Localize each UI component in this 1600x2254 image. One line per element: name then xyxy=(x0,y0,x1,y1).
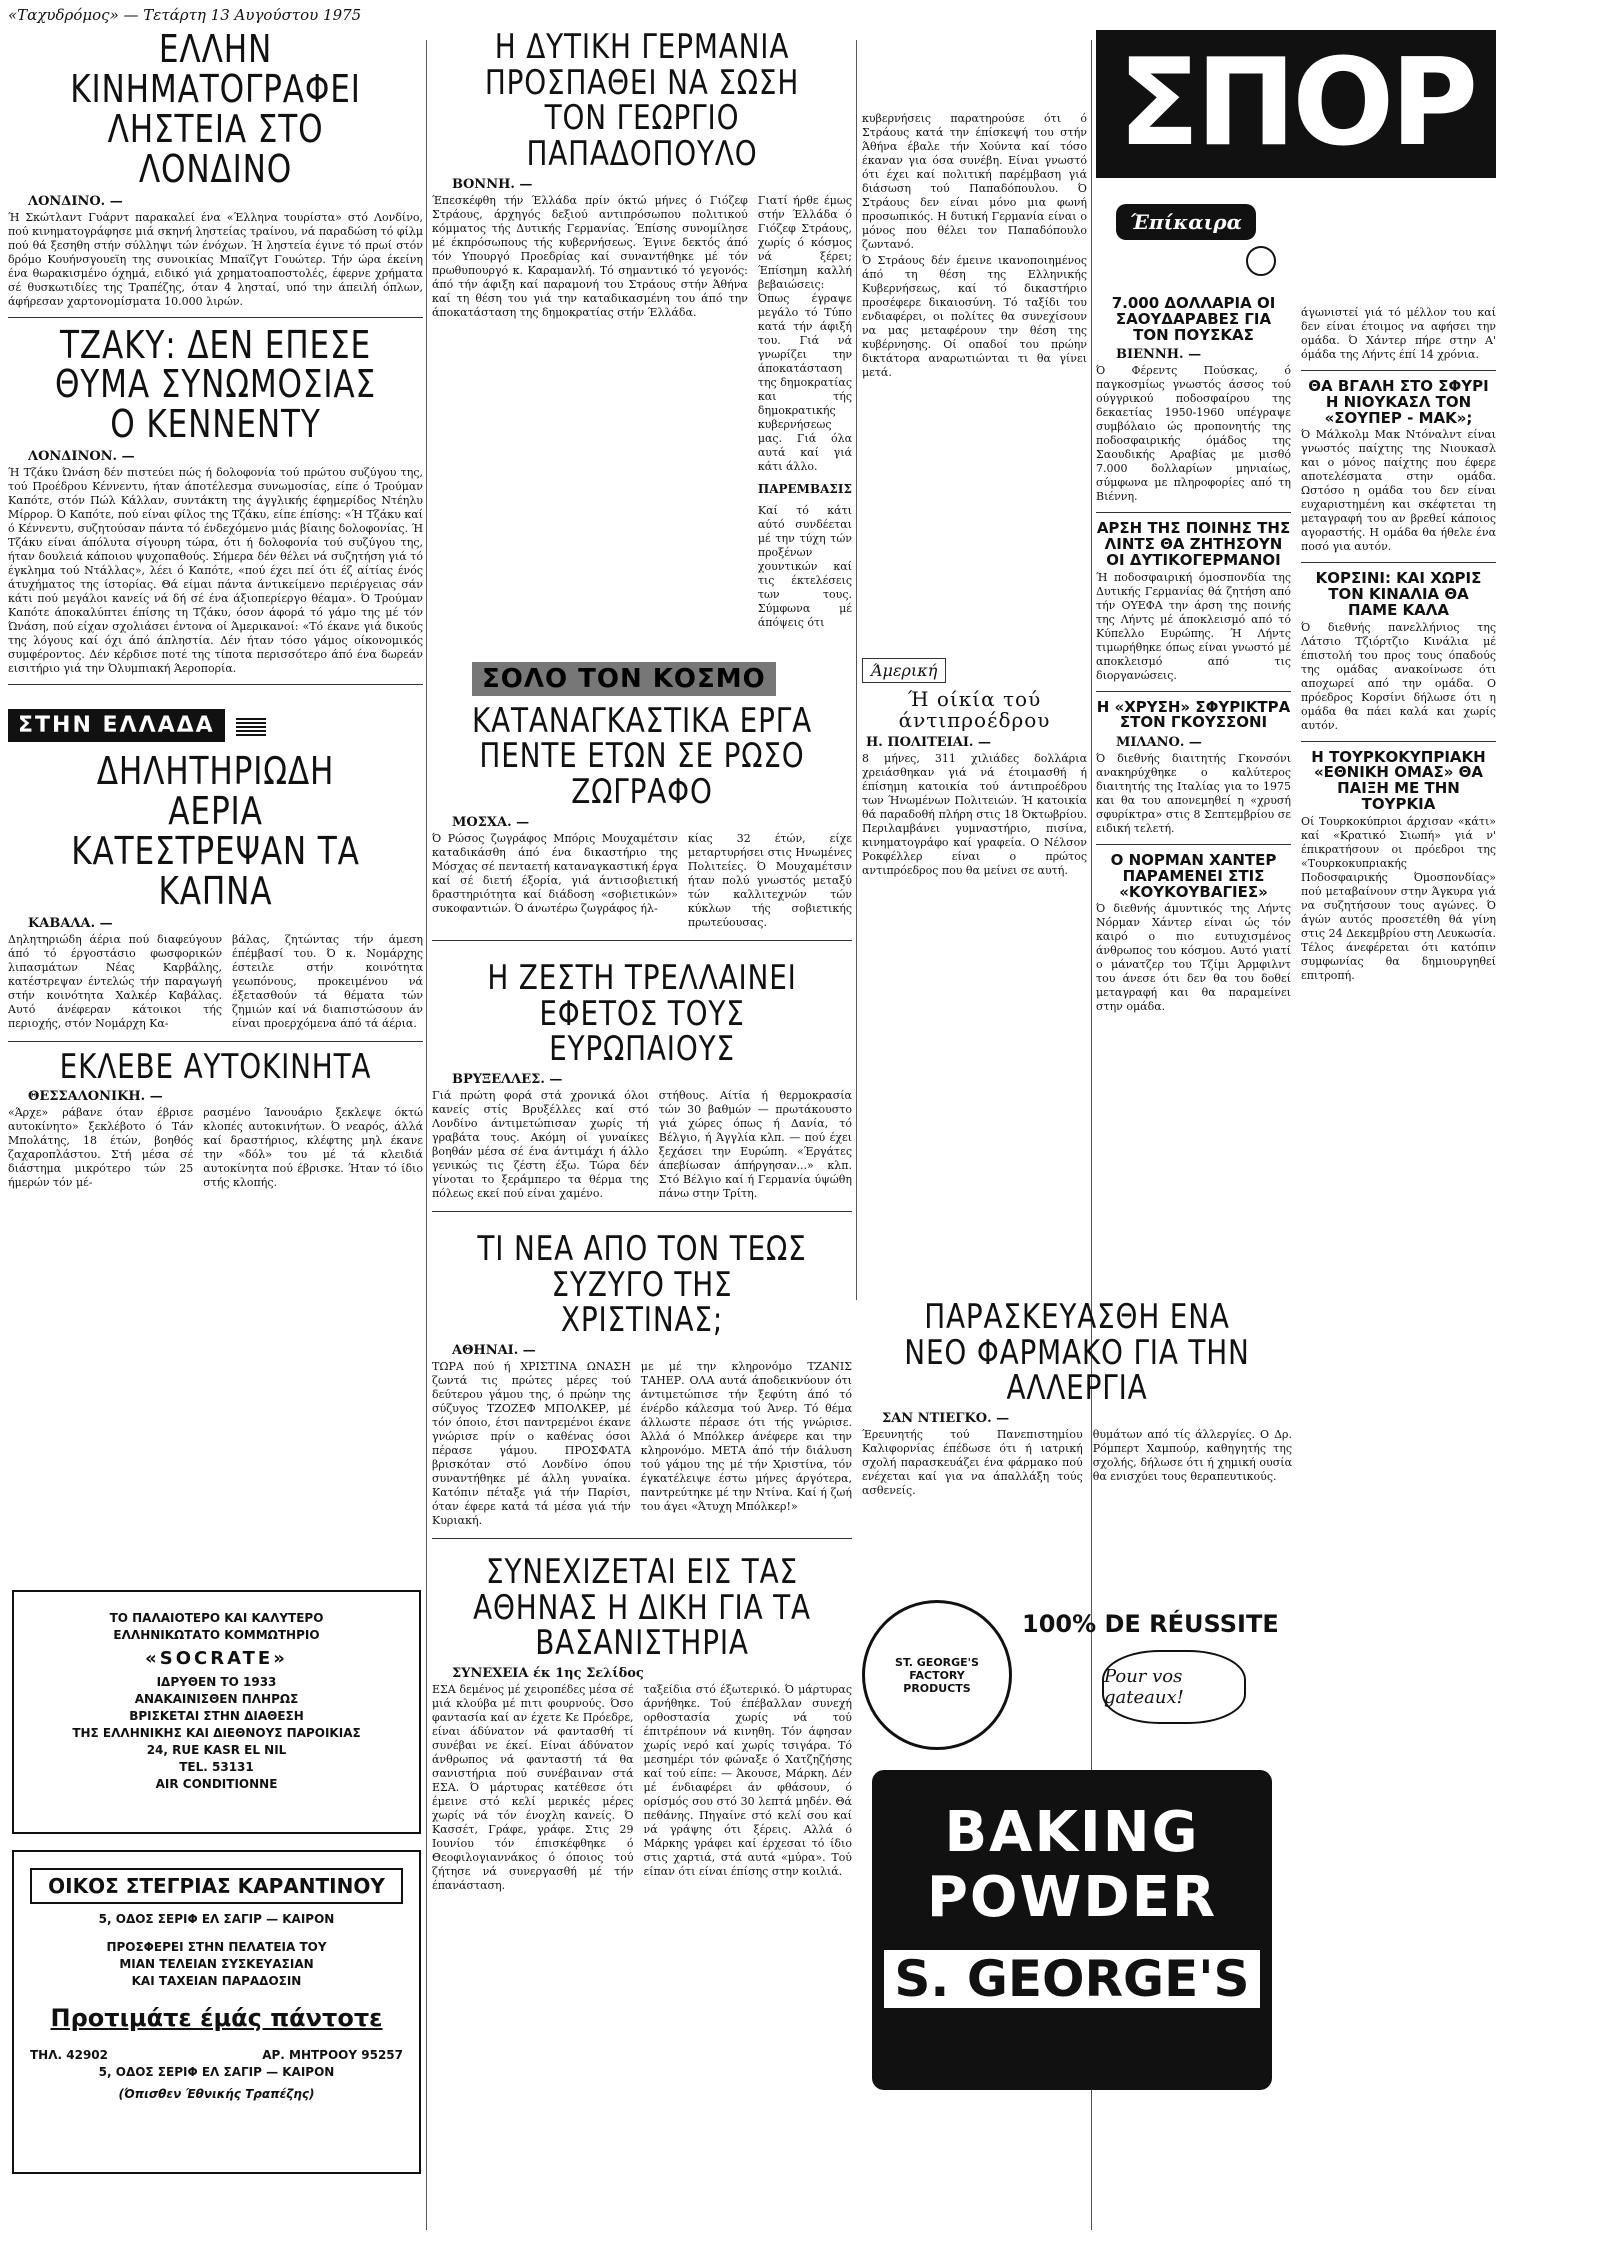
article-text: Γιατί ήρθε έμως στήν Έλλάδα ό Γιόζεφ Στράους, χωρίς ό κόσμος νά ξέρει; Έπίσημη καλλή βεβαιώσεις: Όπως έγραψε μεγάλο τό Τύπο κατά τήν άφιξή του. Γιά νά γνωρίζει την άποκατάσταση της δημοκρατίας και τής δημοκρατικής κυβερνήσεως μας. Γιά όλα αυτά καί γιά κάτι άλλο. xyxy=(757,193,852,473)
ad-line: ΠΡΟΣΦΕΡΕΙ ΣΤΗΝ ΠΕΛΑΤΕΙΑ ΤΟΥ xyxy=(106,1940,327,1954)
ad-line: AIR CONDITIONNE xyxy=(155,1777,278,1791)
headline: 7.000 ΔΟΛΛΑΡΙΑ ΟΙ ΣΑΟΥΔΑΡΑΒΕΣ ΓΙΑ ΤΟΝ ΠΟΥΣΚΑΣ xyxy=(1111,294,1276,344)
article-text: Οί Τουρκοκύπριοι άρχισαν «κάτι» καί «Κρατικό Σιωπή» γιά ν' έπικρατήσουν οι πρόεδροι της «Τουρκοκυπριακής Ποδοσφαιρικής Όμοσπονδίας» πού μεταβαίνουν στην Άγκυρα γιά να συζητήσουν τους αγώνες. Ό άγών αυτός προσετέθη θά γίνη στις 24 Δεκεμβρίου στη Λευκωσία. Τέλος άνεφέρεται ότι κατόπιν συμφωνίας θα δημιουργηθεί επιτροπή. xyxy=(1301,814,1496,982)
headline: Η ΔΥΤΙΚΗ ΓΕΡΜΑΝΙΑ ΠΡΟΣΠΑΘΕΙ ΝΑ ΣΩΣΗ ΤΟΝ ΓΕΩΡΓΙΟ ΠΑΠΑΔΟΠΟΥΛΟ xyxy=(484,27,800,175)
article-text: στήθους. Αίτία ή θερμοκρασία τών 30 βαθμών — πρωτάκουστο γιά χώρες όπως ή Δανία, τό Βέλγιο, ή Άγγλία κλπ. — πού έχει ξεχάσει την Ευρώπη. «Έργάτες άπεβίωσαν άπήργησαν...» κλπ. Στό Βέλγιο καί ή Γερμανία ύψώθη πάνω στην Τρίτη. xyxy=(658,1088,852,1200)
article-text: άγωνιστεί γιά τό μέλλον του καί δεν είναι έτοιμος να αφήσει την ομάδα. Ό Χάντερ πήρε στην Α' όμάδα της Λήντς έπί 14 χρόνια. xyxy=(1301,306,1496,361)
headline: ΕΚΛΕΒΕ ΑΥΤΟΚΙΝΗΤΑ xyxy=(59,1046,372,1087)
headline: ΔΗΛΗΤΗΡΙΩΔΗ ΑΕΡΙΑ ΚΑΤΕΣΤΡΕΨΑΝ ΤΑ ΚΑΠΝΑ xyxy=(71,749,360,913)
ad-title: POWDER xyxy=(926,1865,1218,1930)
ad-title: BAKING xyxy=(944,1800,1200,1865)
ad-brand: «SOCRATE» xyxy=(145,1648,288,1669)
ad-address: 5, ΟΔΟΣ ΣΕΡΙΦ ΕΛ ΣΑΓΙΡ — ΚΑΙΡΟΝ xyxy=(98,1912,335,1926)
headline: ΑΡΣΗ ΤΗΣ ΠΟΙΝΗΣ ΤΗΣ ΛΙΝΤΣ ΘΑ ΖΗΤΗΣΟΥΝ ΟΙ ΔΥΤΙΚΟΓΕΡΜΑΝΟΙ xyxy=(1096,519,1291,569)
dateline: ΛΟΝΔΙΝΟΝ. — xyxy=(28,449,135,465)
article-text: 8 μήνες, 311 χιλιάδες δολλάρια χρειάσθηκαν γιά νά έτοιμασθή ή έπίσημη κατοικία τού άντιπροέδρου των Ήνωμένων Πολιτειών. Ή κατοικία θά παραδοθή πλήρη στις 18 Όκτωβρίου. Περιλαμβάνει γυμναστήριο, πισίνα, κινηματογράφο καί γραφεία. Ο Νέλσον Ροκφέλλερ είναι ο πρώτος αντιπρόεδρος που θα μείνει σε αυτή. xyxy=(862,752,1087,877)
greek-flag-icon xyxy=(236,718,266,738)
headline: ΤΙ ΝΕΑ ΑΠΟ ΤΟΝ ΤΕΩΣ ΣΥΖΥΓΟ ΤΗΣ ΧΡΙΣΤΙΝΑΣ; xyxy=(477,1228,807,1341)
article-text: Δηλητηριώδη άέρια πού διαφεύγουν άπό τό έργοστάσιο φωσφορικών λιπασμάτων Νέας Καρβάλης, κατέστρεψαν έντελώς τήν παραγωγή στήν κοινότητα Χαλκέρ Καβάλας. Αυτό άνέφεραν κάτοικοι τής περιοχής, στόν Νομάρχη Κα- xyxy=(8,932,223,1030)
subheading: ΠΑΡΕΜΒΑΣΙΣ xyxy=(757,481,852,496)
article-text: Ό διεθνής άμυντικός της Λήντς Νόρμαν Χάντερ είναι ώς τόν καιρό ο πιο ευτυχισμένος άνθρωπος του κόσμου. Αυτό γιατί ο μάνατζερ του Τζίμι Άρμφιλντ του άνεσε ότι δεν θα του δοθεί μεταγραφή και θα παραμείνει στην ομάδα. xyxy=(1096,902,1291,1014)
sports-column xyxy=(1096,30,1496,1016)
article-text: κυβερνήσεις παρατηρούσε ότι ό Στράους κατά την έπίσκεψή του στήν Άθήνα έβαλε τήν Χούντα καί τόσο έκαναν για όσα συνέβη. Είναι γνωστό ότι έχει καί πολιτική παρέμβαση γιά διάσωση τού Παπαδόπουλου. Ό Στράους δεν είναι μόνο μια φωνή προσωπικός. Η δυτική Γερμανία είναι ο μόνος που θέλει τον Παπαδόπουλο ζωντανό. xyxy=(862,112,1087,251)
column-2 xyxy=(432,27,852,1895)
article-text: Ό Μάλκολμ Μακ Ντόναλντ είναι γνωστός παίχτης της Νιουκασλ και ο μόνος παίχτης που έφερε αποτελέσματα στην ομάδα. Ωστόσο η ομάδα του δεν είναι ευχαριστημένη και σκέφτεται τη μεταγραφή του αν βρεθεί κάποιος αγοραστής. Η ομάδα θα ήθελε ένα ποσό για αυτόν. xyxy=(1301,428,1496,554)
column-3 xyxy=(862,30,1087,880)
headline: Η «ΧΡΥΣΗ» ΣΦΥΡΙΚΤΡΑ ΣΤΟΝ ΓΚΟΥΣΣΟΝΙ xyxy=(1096,697,1291,732)
section-banner: ΣΤΗΝ ΕΛΛΑΔΑ xyxy=(8,709,225,742)
divider xyxy=(1301,370,1496,371)
ad-line: ΒΡΙΣΚΕΤΑΙ ΣΤΗΝ ΔΙΑΘΕΣΗ xyxy=(129,1709,304,1723)
headline: ΕΛΛΗΝ ΚΙΝΗΜΑΤΟΓΡΑΦΕΙ ΛΗΣΤΕΙΑ ΣΤΟ ΛΟΝΔΙΝΟ xyxy=(70,27,361,191)
article-text: Ή Σκώτλαντ Γυάρντ παρακαλεί ένα «Έλληνα τουρίστα» στό Λονδίνο, πού κινηματογράφησε μιά σκηνή ληστείας τραίνου, νά παραδώση τό φίλμ πού θά ξεσηθη στήν σύλληψι τών ένόχων. Ή ληστεία έγινε τό πρωί στόν δρόμο Κουήνσγουεϊη της συνοικίας Μπαϊζγτ Γουώτερ. Τήν ώρα έκείνη ένα θωρακισμένο όχημά, ειδικό γιά χρηματοαποστολές, έφερνε χρήματα σέ θυσκωτιδίες της Τραπέζης, όταν 4 λησταί, υπό την άπειλή όπλων, άφήρεσαν χαρτονομίσματα 10.000 λιρών. xyxy=(8,210,423,308)
article-text: Ή Τζάκυ Ώνάση δέν πιστεύει πώς ή δολοφονία τού πρώτου συζύγου της, τού Προέδρου Κέννεντυ, ήταν άποτέλεσμα συνωμοσίας, είπε ό Τρούμαν Καπότε, στόν Πώλ Κάλλαν, συντάκτη της άγγλικής έφημερίδος Ντέηλυ Μίρρορ. Ό Καπότε, πού είναι φίλος της Τζάκυ, είπε έπίσης: «Ή Τζάκυ καί ό Κέννεντυ, συζητούσαν πάντα τό ένδεχόμενο μιάς βίαιης δολοφονίας. Ή Τζάκυ είναι άπόλυτα σίγουρη τώρα, ότι ή δολοφονία τού συζύγου της, ήταν δουλειά κάποιου ψυχοπαθούς. Σήμερα δέν θέλει νά συζητήση γιά τό έγκλημα τού Ντάλλας», λέει ό Καπότε, «πού έχει πεί ότι έζ αίτίας ένός άτυχήματος της ίστορίας. Θά είμαι πάντα άντικείμενο περιέργειας σάν κάτι πού μεγάλοι κανείς νά δή σέ ένα άξιοπερίεργο θέαμα». Ό Τρούμαν Καπότε άποκαλύπτει έπίσης τη Τζάκυ, όσον άφορά τό γάμο της μέ τόν Ώνάση, πού είχαν σχολιάσει έντονα οί Άμερικανοί: «Τό έκανε γιά δικούς της λόγους καί όχι άπό άπληστία. Δέν ήταν τόσο γάμος οίκονομικός συμφέροντος. Δέν κέρδισε ποτέ της τίποτα περισσότερο άπό ένα δωρεάν εισιτήριο γιά την Όλυμπιακή Άεροπορία. xyxy=(8,466,423,676)
article-text: Ή ποδοσφαιρική όμοσπονδία της Δυτικής Γερμανίας θά ζητήση από τήν ΟΥΕΦΑ την άρση της ποινής της Λήντς μέ άποκλεισμό από τό Κύπελλο Ευρώπης. Ή Λήντς τιμωρήθηκε όπως είναι γνωστό μέ αποκλεισμό από τις διοργανώσεις. xyxy=(1096,570,1291,682)
ad-line: ΚΑΙ ΤΑΧΕΙΑΝ ΠΑΡΑΔΟΣΙΝ xyxy=(131,1974,302,1988)
article-text: Καί τό κάτι αύτό συνδέεται μέ την τύχη τών προξένων χουντικών καί τις έκτελέσεις των τους. Σύμφωνα μέ άπόψεις ότι xyxy=(757,503,852,629)
ad-line: ΤΟ ΠΑΛΑΙΟΤΕΡΟ ΚΑΙ ΚΑΛΥΤΕΡΟ xyxy=(109,1611,324,1625)
divider xyxy=(8,684,423,685)
ad-line: ΙΔΡΥΘΕΝ ΤΟ 1933 xyxy=(156,1675,277,1689)
ad-line: ΤΗΣ ΕΛΛΗΝΙΚΗΣ ΚΑΙ ΔΙΕΘΝΟΥΣ ΠΑΡΟΙΚΙΑΣ xyxy=(72,1726,361,1740)
headline: Η ΖΕΣΤΗ ΤΡΕΛΛΑΙΝΕΙ ΕΦΕΤΟΣ ΤΟΥΣ ΕΥΡΩΠΑΙΟΥΣ xyxy=(487,957,797,1070)
ad-script: Pour vos gateaux! xyxy=(1102,1650,1246,1724)
article-text: βάλας, ζητώντας τήν άμεση έπέμβασί του. Ό κ. Νομάρχης έστειλε στήν κοινότητα γεωπόνους, προκειμένου νά έξετασθούν τά θέματα τών ζημιών καί νά διαπιστώσουν άν είναι προερχόμενα άπό τά άέρια. xyxy=(232,932,423,1030)
ad-address: 5, ΟΔΟΣ ΣΕΡΙΦ ΕΛ ΣΑΓΙΡ — ΚΑΙΡΟΝ xyxy=(98,2065,335,2079)
divider xyxy=(432,1211,852,1212)
factory-badge: ST. GEORGE'S FACTORY PRODUCTS xyxy=(862,1600,1012,1750)
dateline: ΚΑΒΑΛΑ. — xyxy=(28,915,113,931)
divider xyxy=(1301,741,1496,742)
article-text: ταξείδια στό έξωτερικό. Ό μάρτυρας άρνήθηκε. Τού έπέβαλλαν συνεχή ορθοστασία χωρίς νά τού έπιτρέπουν νά κινηθη. Τόν άφησαν χωρίς νερό καί χωρίς τσιγάρα. Τό μεσημέρι τόν φώναξε ό Χατζηζήσης καί τού είπε: — Άκουσε, Μάρκη. Δέν μέ ένδιαφέρει άν φθάσουν, ό ορίσμός σου στό 30 λεπτά μηδέν. Θά πεθάνης. Πηγαίνε στό κελί σου καί νά γράψης ότι ξέρεις. Αλλά ό Μάρκης γράφει καί έρχεσαι τό ίδιο στις χαρτιά, στά αυτά «μύρα». Τού είπαν ότι είναι έπίσης στην κοιλιά. xyxy=(643,1683,852,1878)
column-rule xyxy=(856,40,857,1300)
ad-line: ΕΛΛΗΝΙΚΩΤΑΤΟ ΚΟΜΜΩΤΗΡΙΟ xyxy=(113,1628,320,1642)
headline: ΚΟΡΣΙΝΙ: ΚΑΙ ΧΩΡΙΣ ΤΟΝ ΚΙΝΑΛΙΑ ΘΑ ΠΑΜΕ ΚΑΛΑ xyxy=(1315,569,1482,619)
dateline: ΒΡΥΞΕΛΛΕΣ. — xyxy=(452,1071,563,1087)
masthead: «Ταχυδρόμος» — Τετάρτη 13 Αυγούστου 1975 xyxy=(8,6,362,24)
headline: Ο ΝΟΡΜΑΝ ΧΑΝΤΕΡ ΠΑΡΑΜΕΝΕΙ ΣΤΙΣ «ΚΟΥΚΟΥΒΑΓΙΕΣ» xyxy=(1110,851,1277,901)
headline: ΘΑ ΒΓΑΛΗ ΣΤΟ ΣΦΥΡΙ Η ΝΙΟΥΚΑΣΛ ΤΟΝ «ΣΟΥΠΕΡ - ΜΑΚ»; xyxy=(1308,377,1489,427)
football-icon xyxy=(1246,246,1276,276)
baking-powder-ad xyxy=(862,1600,1292,2160)
divider xyxy=(8,1041,423,1042)
ad-slogan: Προτιμάτε έμάς πάντοτε xyxy=(50,2004,383,2032)
dateline: ΛΟΝΔΙΝΟ. — xyxy=(28,193,123,209)
dateline: ΜΙΛΑΝΟ. — xyxy=(1116,735,1202,750)
article-text: ρασμένο Ίανουάριο ξεκλεψε όκτώ κλοπές αυτοκινήτων. Ό νεαρός, άλλά καί δραστήριος, κλέφτης μηλ έκανε την «δόλ» του μέ τά κλειδιά αυτοκίνητα πού έβρισκε. Ήταν τό ίδιο στής κλοπής. xyxy=(203,1106,423,1190)
dateline: ΘΕΣΣΑΛΟΝΙΚΗ. — xyxy=(28,1089,163,1105)
article-text: Ό Ρώσος ζωγράφος Μπόρις Μουχαμέτσιν καταδικάσθη άπό ένα δικαστήριο της Μόσχας σέ πενταετή καταναγκαστική έργα καί σέ διετή έξορία, γιά άντισοβιετική δραστηριότητα καί διάδοση «σοβιετικών» συκοφαντιών. Ό άνωτέρω ζωγράφος ήλ- xyxy=(432,831,678,915)
ad-registry: ΑΡ. ΜΗΤΡΟΟΥ 95257 xyxy=(262,2048,403,2062)
ad-line: ΜΙΑΝ ΤΕΛΕΙΑΝ ΣΥΣΚΕΥΑΣΙΑΝ xyxy=(119,1957,314,1971)
karantinos-ad xyxy=(12,1850,421,2174)
article-text: με μέ την κληρονόμο ΤΖΑΝΙΣ ΤΑΗΕΡ. ΟΛΑ αυτά άποδεικνύουν ότι άντιμετώπισε τήν ξεφύτη άπό τό ένέρδο κάλεσμα τού Άνερ. Τό θέμα άλλωστε πέρασε ότι τής γνώρισε. Άλλά ό Μπόλκερ άνέφερε και την κληρονόμο. ΜΕΤΑ άπό τήν διάλυση τού γάμου της μέ τήν Χριστίνα, τόν έγκατέλειψε έστω μήνες άργότερα, παντρεύτηκε μέ την Ντίνα. Καί ή ζωή του άγει «Άτυχη Μπόλκερ!» xyxy=(640,1359,852,1513)
column-rule xyxy=(426,40,427,2230)
divider xyxy=(1301,562,1496,563)
section-badge: Άμερική xyxy=(862,658,946,683)
socrate-ad xyxy=(12,1590,421,1834)
divider xyxy=(8,317,423,318)
headline: ΣΥΝΕΧΙΖΕΤΑΙ ΕΙΣ ΤΑΣ ΑΘΗΝΑΣ Η ΔΙΚΗ ΓΙΑ ΤΑ ΒΑΣΑΝΙΣΤΗΡΙΑ xyxy=(473,1551,811,1664)
article-text: κίας 32 έτών, είχε μεταρτυρήσει στις Ηνωμένες Πολιτείες. Ό Μουχαμέτσιν ήταν πολύ γνωστός μεταξύ τών καλλιτεχνών τών κύκλων τής σοβιετικής πρωτεύουσας. xyxy=(687,831,852,929)
article-text: Έρευνητής τού Πανεπιστημίου Καλιφορνίας έπέδωσε ότι ή ιατρική σχολή παρασκευάζει ένα φάρμακο πού ενέχεται καί για να άπαλλάξη τούς ασθενείς. xyxy=(862,1428,1083,1498)
article-text: «Άρχε» ράβανε όταν έβρισε αυτοκίνητο» ξεκλέβοτο ό Τάν Μπολάτης, 18 έτών, βοηθός ζαχαροπλάστου. Στή μέσα σέ διάστημα μικρότερο τών 25 ήμερών τόν μέ- xyxy=(8,1106,194,1190)
ad-phone: TEL. 53131 xyxy=(179,1760,254,1774)
ad-line: ΑΝΑΚΑΙΝΙΣΘΕΝ ΠΛΗΡΩΣ xyxy=(134,1692,299,1706)
sports-banner: ΣΠΟΡ xyxy=(1096,30,1496,178)
headline: ΤΖΑΚΥ: ΔΕΝ ΕΠΕΣΕ ΘΥΜΑ ΣΥΝΩΜΟΣΙΑΣ Ο ΚΕΝΝΕΝΤΥ xyxy=(54,322,377,447)
section-badge: Έπίκαιρα xyxy=(1116,204,1256,240)
ad-note: (Όπισθεν Έθνικής Τραπέζης) xyxy=(118,2087,315,2101)
headline: ΚΑΤΑΝΑΓΚΑΣΤΙΚΑ ΕΡΓΑ ΠΕΝΤΕ ΕΤΩΝ ΣΕ ΡΩΣΟ ΖΩΓΡΑΦΟ xyxy=(472,700,812,813)
ad-slogan: 100% DE RÉUSSITE xyxy=(1022,1610,1279,1638)
divider xyxy=(432,940,852,941)
column-1 xyxy=(8,27,423,1192)
ad-brand: S. GEORGE'S xyxy=(884,1950,1259,2008)
headline: Η ΤΟΥΡΚΟΚΥΠΡΙΑΚΗ «ΕΘΝΙΚΗ ΟΜΑΣ» ΘΑ ΠΑΙΞΗ ΜΕ ΤΗΝ ΤΟΥΡΚΙΑ xyxy=(1311,747,1486,813)
dateline: Η. ΠΟΛΙΤΕΙΑΙ. — xyxy=(866,735,991,750)
article-text: Ό διεθνής πανελλήνιος της Λάτσιο Τζιόρτζιο Κινάλια μέ έπιστολή του προς τους όπαδούς της ομάδας ανακοίνωσε ότι αποχωρεί από την ομάδα. Ο πρόεδρος Κορσίνι δήλωσε ότι η ομάδα θα πάει καλά και χωρίς αυτόν. xyxy=(1301,620,1496,732)
article-text: Έπεσκέφθη τήν Έλλάδα πρίν όκτώ μήνες ό Γιόζεφ Στράους, άρχηγός δεξιού αντιπρόσωπου πολιτικού κόμματος τής Δυτικής Γερμανίας. Έπίσης συνομίλησε μέ έκπρόσωπους τής κυβερνήσεως. Έγινε δεκτός άπό τόν Υπουργό Προεδρίας καί συναντήθηκε μέ τόν πρωθυπουργό κ. Καραμανλή. Τό σημαντικό τό γεγονός: άπό τήν άφιξη καί παραμονή του Στράους στήν Άθήνα καί τη θέση του γιά την καταδικασμένη του άπό την άποκατάσταση της δημοκρατίας στήν Έλλάδα. xyxy=(432,193,748,319)
divider xyxy=(1096,844,1291,845)
article-text: Ό Φέρεντς Πούσκας, ό παγκοσμίως γνωστός άσσος τού ούγγρικού ποδοσφαίρου της δεκαετίας 1950-1960 υπέγραψε συμβόλαιο ώς προπονητής της ποδοσφαιρικής όμάδος της Σαουδικής Αραβίας με μισθό 7.000 δολλαρίων μηνιαίως, σύμφωνα με πληροφορίες από τη Βιέννη. xyxy=(1096,364,1291,504)
article-text: ΤΩΡΑ πού ή ΧΡΙΣΤΙΝΑ ΩΝΑΣΗ ζωντά τις πρώτες μέρες τού δεύτερου γάμου της, ό πρώην της σύζυγος ΤΖΟΖΕΦ ΜΠΟΛΚΕΡ, μέ τόν όποιο, έτσι παντρεμένοι έκανε γνώρισε πρίν ο καθένας όσοι πέρασε γάμου. ΠΡΟΣΦΑΤΑ βρισκόταν στό Λονδίνο όπου συναντήθηκε μέ άλλη γυναίκα. Κατόπιν πέταξε γιά τήν Παρίσι, όταν έφερε κατά τά μέσα γιά τήν Κυριακή. xyxy=(432,1359,631,1527)
ad-phone: ΤΗΛ. 42902 xyxy=(30,2048,108,2062)
section-banner: ΣΟΛΟ ΤΟΝ ΚΟΣΜΟ xyxy=(472,662,776,696)
article-text: Γιά πρώτη φορά στά χρονικά όλοι κανείς στίς Βρυξέλλες καί στό Λονδίνο άντιμετώπισαν χωρίς τή γραβάτα τους. Ακόμη οί γυναίκες βοηθάν μέσα σέ ένα άντιμάχι ή άλλο γενικώς τις ζέστη έξω. Τώρα δέν γίνοται το ξεράμπερο τα θέρμα της πόλεως εκεί πού είναι χαμένο. xyxy=(432,1088,649,1200)
dateline: ΜΟΣΧΑ. — xyxy=(452,814,530,830)
dateline: ΒΟΝΝΗ. — xyxy=(452,176,533,192)
article-text: Ό Στράους δέν έμεινε ικανοποιημένος άπό τη θέση της Ελληνικής Κυβερνήσεως, καί τό δικαστήριο προσέφερε δικαιοσύνη. Τό ταξίδι του ενδιαφέρει, οι πολίτες θα συνεχίσουν να μας μεταφέρουν την θέση της κυβέρνησης. Οί οπαδοί του πρώην δικτάτορα αναρωτιώνται τι θα γίνει μετά. xyxy=(862,254,1087,379)
allergy-article xyxy=(862,1297,1292,1500)
article-text: Ό διεθνής διαιτητής Γκονσόνι ανακηρύχθηκε ο καλύτερος διαιτητής της Ιταλίας για το 1975 και θα του απονεμηθεί η «χρυσή σφυρίκτρα» στις 8 Σεπτεμβρίου σε ειδική τελετή. xyxy=(1096,752,1291,835)
ad-address: 24, RUE KASR EL NIL xyxy=(146,1743,287,1757)
article-text: ΕΣΑ δεμένος μέ χειροπέδες μέσα σέ μιά κλούβα μέ πιτι φουρνούς. Όσο φαντασία καί αν έχετε Κε Πρόεδρε, είναι άδύνατον νά φαντασθή τί συνέβαι νε έκεί. Είναι άδύνατον άνθρωπος νά φανταστή τά θα σανιστήρια πού συνέβαιναν στά ΕΣΑ. Ό μάρτυρας κατέθεσε ότι έμεινε στό κελί μερικές μέρες χωρίς νά τόν ένοχλη κανείς. Ό Κασσέτ, Γράφε, γράφε. Στις 29 Ιουνίου τόν έπισκέφθηκε ό Θεοφιλογιαννάκος ό όποιος τού ζήτησε νά συνεργασθή μέ τήν έπανάσταση. xyxy=(432,1683,634,1892)
dateline: ΣΥΝΕΧΕΙΑ έκ 1ης Σελίδος xyxy=(452,1666,644,1681)
divider xyxy=(1096,691,1291,692)
dateline: ΒΙΕΝΝΗ. — xyxy=(1116,347,1202,363)
divider xyxy=(432,1538,852,1539)
headline: Ή οίκία τού άντιπροέδρου xyxy=(898,687,1051,732)
dateline: ΣΑΝ ΝΤΙΕΓΚΟ. — xyxy=(882,1411,1010,1427)
headline: ΠΑΡΑΣΚΕΥΑΣΘΗ ΕΝΑ ΝΕΟ ΦΑΡΜΑΚΟ ΓΙΑ ΤΗΝ ΑΛΛΕΡΓΙΑ xyxy=(904,1297,1250,1409)
divider xyxy=(1096,512,1291,513)
ad-title: ΟΙΚΟΣ ΣΤΕΓΡΙΑΣ ΚΑΡΑΝΤΙΝΟΥ xyxy=(30,1868,403,1904)
article-text: θυμάτων από τίς άλλεργίες. Ο Δρ. Ρόμπερτ Χαμπούρ, καθηγητής της σχολής, δήλωσε ότι ή χημική ουσία θα ενισχύει τους θεραπευτικούς. xyxy=(1092,1428,1292,1484)
baking-powder-tin xyxy=(872,1770,1272,2090)
dateline: ΑΘΗΝΑΙ. — xyxy=(452,1342,536,1358)
